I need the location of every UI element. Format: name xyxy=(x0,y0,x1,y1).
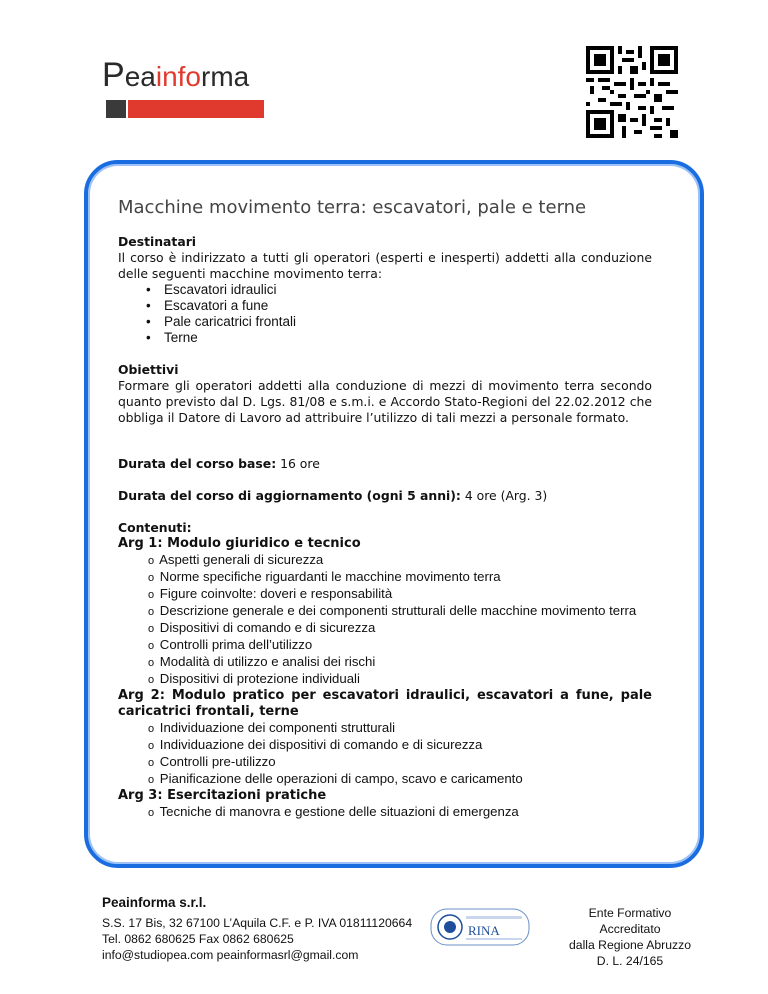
logo-bars xyxy=(106,100,264,118)
list-item: o Aspetti generali di sicurezza xyxy=(148,552,324,567)
list-item: • Escavatori idraulici xyxy=(146,282,652,298)
arg1-list xyxy=(148,552,652,688)
list-item: o Dispositivi di comando e di sicurezza xyxy=(148,620,376,635)
durata-base xyxy=(118,456,652,472)
accreditation-line-1: Ente Formativo Accreditato xyxy=(588,906,672,936)
list-item: o Tecniche di manovra e gestione delle situazioni di emergenza xyxy=(148,804,519,819)
logo-rma: rma xyxy=(201,61,250,92)
qr-code xyxy=(586,46,678,138)
durata-aggiornamento xyxy=(118,488,652,504)
destinatari-list xyxy=(118,282,652,346)
obiettivi-text: Formare gli operatori addetti alla conduzione di mezzi di movimento terra secondo quanto previsto dal D. Lgs. 81/08 e s.m.i. e Accordo Stato-Regioni del 22.02.2012 che obbliga il Datore di Lavoro ad attribuire l’utilizzo di tali mezzi a personale formato. xyxy=(118,378,652,425)
list-item: • Escavatori a fune xyxy=(146,298,652,314)
arg3-title: Arg 3: Esercitazioni pratiche xyxy=(118,788,327,803)
logo-ea: ea xyxy=(124,61,156,92)
obiettivi-heading: Obiettivi xyxy=(118,362,179,377)
company-address: S.S. 17 Bis, 32 67100 L’Aquila C.F. e P. IVA 01811120664 xyxy=(102,916,413,930)
arg3-list xyxy=(148,804,652,821)
list-item: o Figure coinvolte: doveri e responsabilità xyxy=(148,586,393,601)
durata-base-value: 16 ore xyxy=(276,456,320,471)
company-name: Peainforma s.r.l. xyxy=(102,895,207,910)
logo-info: info xyxy=(155,61,201,92)
list-item: o Descrizione generale e dei componenti strutturali delle macchine movimento terra xyxy=(148,603,637,618)
company-phones: Tel. 0862 680625 Fax 0862 680625 xyxy=(102,932,294,946)
durata-agg-label: Durata del corso di aggiornamento (ogni 5 anni): xyxy=(118,488,461,503)
accreditation-info xyxy=(560,905,700,969)
list-item: o Dispositivi di protezione individuali xyxy=(148,671,360,686)
course-description xyxy=(118,197,652,821)
footer-company-info xyxy=(102,895,412,963)
arg1-title: Arg 1: Modulo giuridico e tecnico xyxy=(118,536,361,551)
list-item: • Pale caricatrici frontali xyxy=(146,314,652,330)
accreditation-line-3: D. L. 24/165 xyxy=(596,954,664,968)
list-item: o Pianificazione delle operazioni di campo, scavo e caricamento xyxy=(148,771,523,786)
accreditation-line-2: dalla Regione Abruzzo xyxy=(569,938,691,952)
list-item: o Controlli prima dell’utilizzo xyxy=(148,637,313,652)
list-item: o Norme specifiche riguardanti le macchine movimento terra xyxy=(148,569,501,584)
list-item: • Terne xyxy=(146,330,652,346)
list-item: o Controlli pre-utilizzo xyxy=(148,754,276,769)
arg2-list xyxy=(148,720,652,788)
svg-text:RINA: RINA xyxy=(468,923,500,938)
rina-certification-logo xyxy=(430,908,530,946)
list-item: o Modalità di utilizzo e analisi dei rischi xyxy=(148,654,376,669)
list-item: o Individuazione dei componenti strutturali xyxy=(148,720,396,735)
company-logo xyxy=(102,56,267,120)
destinatari-heading: Destinatari xyxy=(118,234,197,249)
durata-base-label: Durata del corso base: xyxy=(118,456,277,471)
arg2-title: Arg 2: Modulo pratico per escavatori idraulici, escavatori a fune, pale caricatrici frontali, terne xyxy=(118,688,652,719)
company-emails: info@studiopea.com peainformasrl@gmail.com xyxy=(102,948,359,962)
contenuti-heading: Contenuti: xyxy=(118,520,192,535)
durata-agg-value: 4 ore (Arg. 3) xyxy=(460,488,548,503)
course-title: Macchine movimento terra: escavatori, pale e terne xyxy=(118,197,587,218)
list-item: o Individuazione dei dispositivi di comando e di sicurezza xyxy=(148,737,483,752)
destinatari-text: Il corso è indirizzato a tutti gli operatori (esperti e inesperti) addetti alla conduzione delle seguenti macchine movimento terra: xyxy=(118,250,652,281)
logo-letter-p: P xyxy=(102,56,125,94)
